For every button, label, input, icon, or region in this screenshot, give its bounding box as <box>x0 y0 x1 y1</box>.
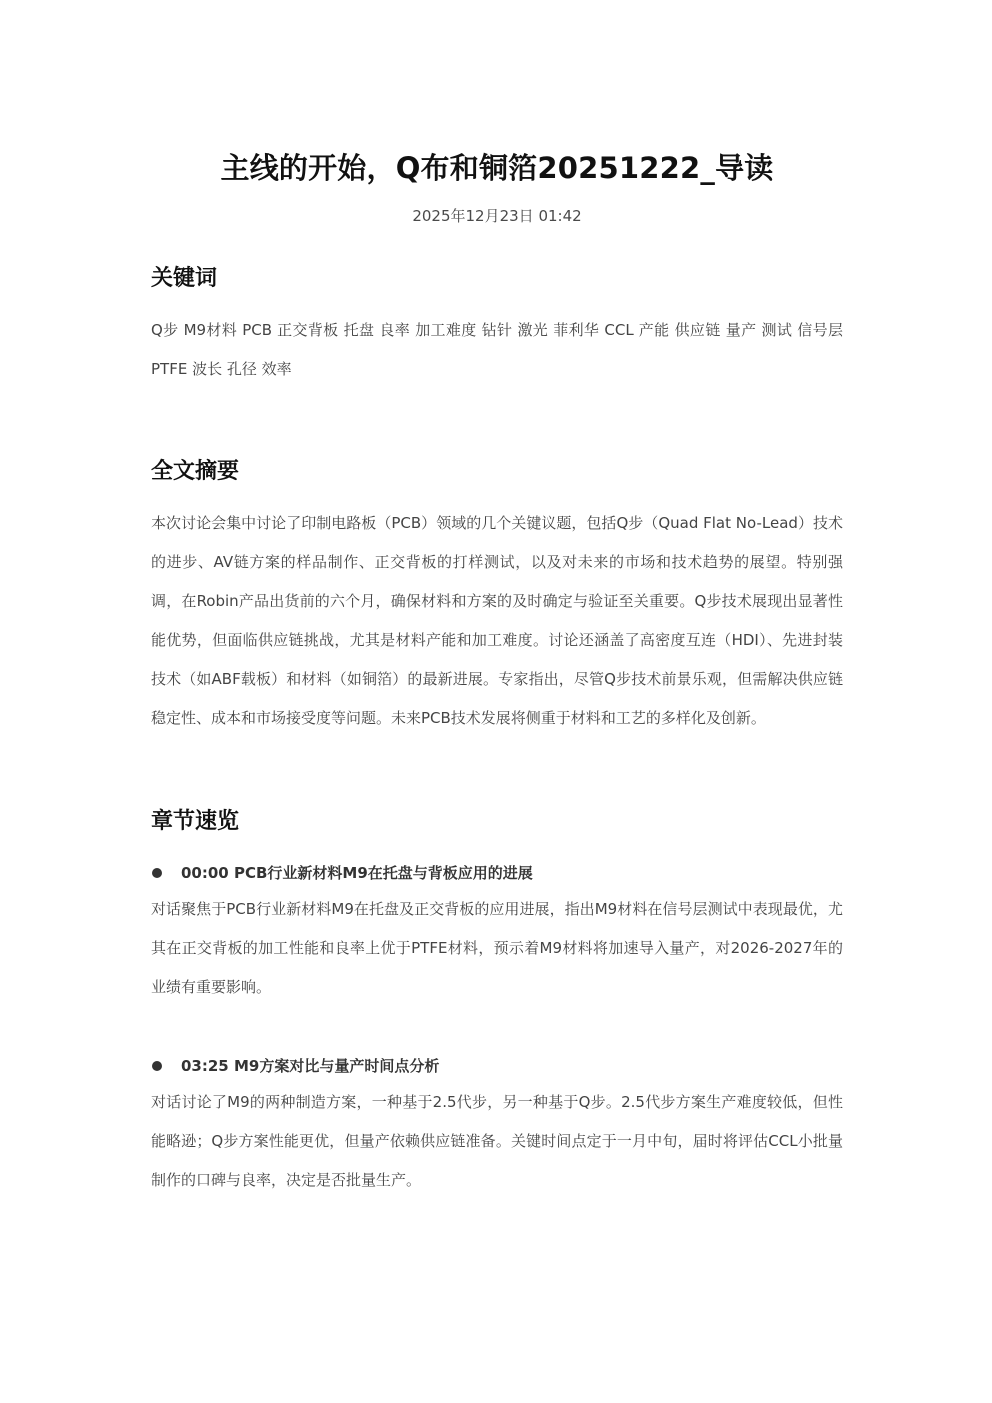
chapter-title: 03:25 M9方案对比与量产时间点分析 <box>181 1057 440 1075</box>
keywords-section <box>151 263 843 389</box>
bullet-icon <box>152 868 162 878</box>
chapter-title-row <box>151 856 843 890</box>
chapter-title-row <box>151 1049 843 1083</box>
document-content <box>151 148 843 1200</box>
bullet-icon <box>152 1061 162 1071</box>
chapter-title: 00:00 PCB行业新材料M9在托盘与背板应用的进展 <box>181 864 533 882</box>
chapter-item <box>151 1049 843 1200</box>
chapters-heading: 章节速览 <box>151 809 240 834</box>
chapter-description: 对话讨论了M9的两种制造方案，一种基于2.5代步，另一种基于Q步。2.5代步方案生产难度较低，但性能略逊；Q步方案性能更优，但量产依赖供应链准备。关键时间点定于一月中旬，届时将评估CCL小批量制作的口碑与良率，决定是否批量生产。 <box>151 1093 843 1189</box>
summary-section <box>151 456 843 738</box>
keywords-heading: 关键词 <box>151 266 218 291</box>
chapters-section <box>151 806 843 1200</box>
document-title: 主线的开始，Q布和铜箔20251222_导读 <box>220 151 774 185</box>
keywords-text: Q步 M9材料 PCB 正交背板 托盘 良率 加工难度 钻针 激光 菲利华 CCL 产能 供应链 量产 测试 信号层 PTFE 波长 孔径 效率 <box>151 321 843 378</box>
document-date: 2025年12月23日 01:42 <box>412 207 582 225</box>
chapter-description: 对话聚焦于PCB行业新材料M9在托盘及正交背板的应用进展，指出M9材料在信号层测试中表现最优，尤其在正交背板的加工性能和良率上优于PTFE材料，预示着M9材料将加速导入量产，对2026-2027年的业绩有重要影响。 <box>151 900 843 996</box>
summary-heading: 全文摘要 <box>151 459 240 484</box>
summary-text: 本次讨论会集中讨论了印制电路板（PCB）领域的几个关键议题，包括Q步（Quad Flat No-Lead）技术的进步、AV链方案的样品制作、正交背板的打样测试，以及对未来的市场和技术趋势的展望。特别强调，在Robin产品出货前的六个月，确保材料和方案的及时确定与验证至关重要。Q步技术展现出显著性能优势，但面临供应链挑战，尤其是材料产能和加工难度。讨论还涵盖了高密度互连（HDI）、先进封装技术（如ABF载板）和材料（如铜箔）的最新进展。专家指出，尽管Q步技术前景乐观，但需解决供应链稳定性、成本和市场接受度等问题。未来PCB技术发展将侧重于材料和工艺的多样化及创新。 <box>151 514 843 727</box>
chapter-item <box>151 856 843 1007</box>
chapter-list <box>151 856 843 1200</box>
